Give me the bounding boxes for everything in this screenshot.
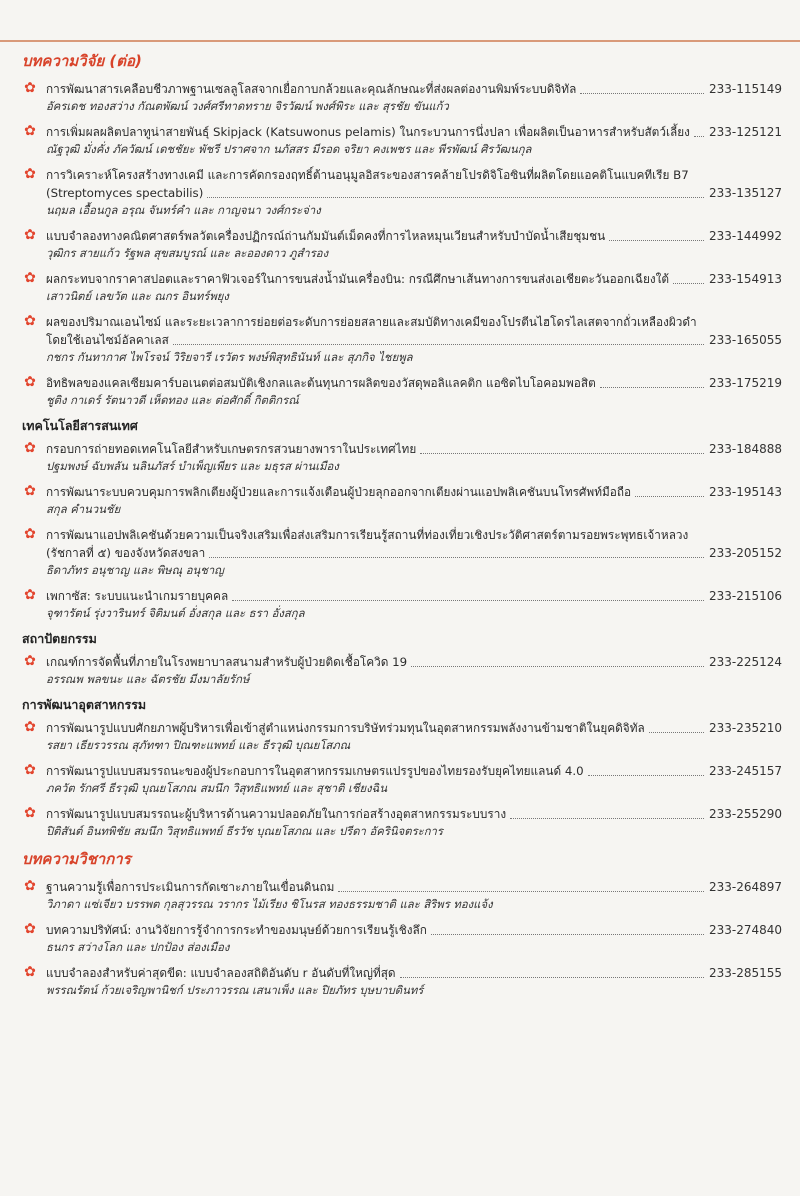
entry-title-line [46,544,782,562]
flower-bullet-icon: ✿ [24,483,36,499]
toc-entry[interactable] [22,526,782,579]
toc-entry[interactable] [22,374,782,409]
article-number: 233-144992 [708,229,782,243]
entry-authors: ธนกร สว่างโลก และ ปกป้อง ส่องเมือง [46,941,230,954]
entry-title-line [46,762,782,780]
dot-leader [209,557,704,558]
entry-title-text: การพัฒนาสารเคลือบชีวภาพฐานเซลลูโลสจากเยื่อกาบกล้วยและคุณลักษณะที่ส่งผลต่องานพิมพ์ระบบดิจิทัล [46,82,577,96]
toc-entry[interactable] [22,440,782,475]
article-number: 233-274840 [708,923,782,937]
flower-bullet-icon: ✿ [24,526,36,542]
toc-entry[interactable] [22,921,782,956]
dot-leader [600,387,704,388]
entry-title-line [46,964,782,982]
entry-authors: ธิดาภัทร อนุชาญ และ พิษณุ อนุชาญ [46,564,224,577]
entry-title-line [46,227,782,245]
entry-authors: เสาวนิตย์ เลขวัต และ ณกร อินทร์พยุง [46,290,229,303]
entry-title-text: การพัฒนารูปแบบศักยภาพผู้บริหารเพื่อเข้าสู่ตำแหน่งกรรมการบริษัทร่วมทุนในอุตสาหกรรมพลังงานข้ามชาติในยุคดิจิทัล [46,721,645,735]
top-divider [0,40,800,42]
toc-entry[interactable] [22,123,782,158]
entry-title-line [46,166,782,184]
entry-title-line [46,123,782,141]
dot-leader [420,453,704,454]
entry-title-line [46,587,782,605]
entry-title-text: (รัชกาลที่ ๕) ของจังหวัดสงขลา [46,546,206,560]
entry-title-text: โดยใช้เอนไซม์อัลคาเลส [46,333,169,347]
entry-authors: ภควัต รักศรี ธีรวุฒิ บุณยโสภณ สมนึก วิสุทธิแพทย์ และ สุชาติ เชียงฉิน [46,782,388,795]
section-heading: เทคโนโลยีสารสนเทศ [22,418,138,433]
entry-title-text: การเพิ่มผลผลิตปลาทูน่าสายพันธุ์ Skipjack (Katsuwonus pelamis) ในกระบวนการนึ่งปลา เพื่อผลิตเป็นอาหารสำหรับสัตว์เลี้ยง [46,125,690,139]
article-number: 233-184888 [708,442,782,456]
flower-bullet-icon: ✿ [24,80,36,96]
entry-title-line [46,270,782,288]
flower-bullet-icon: ✿ [24,123,36,139]
toc-entry[interactable] [22,653,782,688]
entry-title-line [46,374,782,392]
entry-authors: ชูติง กาเดร์ รัตนาวดี เห็ดทอง และ ต่อศักดิ์ กิตติกรณ์ [46,394,299,407]
entry-title-text: กรอบการถ่ายทอดเทคโนโลยีสำหรับเกษตรกรสวนยางพาราในประเทศไทย [46,442,417,456]
section-heading: สถาปัตยกรรม [22,631,97,646]
dot-leader [510,818,704,819]
dot-leader [400,977,704,978]
dot-leader [431,934,704,935]
article-number: 233-165055 [708,333,782,347]
table-of-contents [22,50,782,1007]
toc-entry[interactable] [22,964,782,999]
toc-entry[interactable] [22,719,782,754]
entry-title-text: แบบจำลองสำหรับค่าสุดขีด: แบบจำลองสถิติอันดับ r อันดับที่ใหญ่ที่สุด [46,966,396,980]
dot-leader [207,197,704,198]
entry-title-text: การพัฒนาแอปพลิเคชันด้วยความเป็นจริงเสริมเพื่อส่งเสริมการเรียนรู้สถานที่ท่องเที่ยวเชิงประวัติศาสตร์ตามรอยพระพุทธเจ้าหลวง [46,528,689,542]
flower-bullet-icon: ✿ [24,313,36,329]
flower-bullet-icon: ✿ [24,805,36,821]
entry-authors: วุฒิกร สายแก้ว รัฐพล สุขสมบูรณ์ และ ละอองดาว ภูสำรอง [46,247,329,260]
entry-title-line [46,483,782,501]
entry-authors: อัครเดช ทองสว่าง กัณตพัฒน์ วงศ์ศรีทาดทราย จิรวัฒน์ พงศ์พิระ และ สุรชัย ขันแก้ว [46,100,449,113]
toc-entry[interactable] [22,483,782,518]
flower-bullet-icon: ✿ [24,440,36,456]
entry-authors: วิภาดา แซ่เจียว บรรพต กุลสุวรรณ วรากร ไม้เรียง ชิโนรส ทองธรรมชาติ และ สิริพร ทองแจ้ง [46,898,493,911]
flower-bullet-icon: ✿ [24,653,36,669]
article-number: 233-175219 [708,376,782,390]
entry-title-text: ผลกระทบจากราคาสปอตและราคาฟิวเจอร์ในการขนส่งน้ำมันเครื่องบิน: กรณีศึกษาเส้นทางการขนส่งเอเชียตะวันออกเฉียงใต้ [46,272,670,286]
toc-entry[interactable] [22,227,782,262]
flower-bullet-icon: ✿ [24,227,36,243]
flower-bullet-icon: ✿ [24,270,36,286]
entry-authors: กชกร กันทากาศ ไพโรจน์ วิริยจารี เรวัตร พงษ์พิสุทธินันท์ และ สุภกิจ ไชยพูล [46,351,413,364]
toc-entry[interactable] [22,587,782,622]
article-number: 233-245157 [708,764,782,778]
entry-authors: ปฐมพงษ์ ฉับพลัน นลินภัสร์ บำเพ็ญเพียร และ มธุรส ผ่านเมือง [46,460,339,473]
flower-bullet-icon: ✿ [24,964,36,980]
article-number: 233-154913 [708,272,782,286]
flower-bullet-icon: ✿ [24,921,36,937]
entry-title-line [46,331,782,349]
toc-entry[interactable] [22,878,782,913]
entry-authors: จุฑารัตน์ รุ่งวารินทร์ จิติมนต์ อั่งสกุล และ ธรา อั่งสกุล [46,607,305,620]
article-number: 233-225124 [708,655,782,669]
entry-authors: สกุล คำนวนชัย [46,503,121,516]
entry-title-line [46,719,782,737]
entry-title-text: การพัฒนาระบบควบคุมการพลิกเตียงผู้ป่วยและการแจ้งเตือนผู้ป่วยลุกออกจากเตียงผ่านแอปพลิเคชันบนโทรศัพท์มือถือ [46,485,632,499]
entry-authors: ณัฐวุฒิ มั่งคั่ง ภัควัฒน์ เดชชัยะ พัชรี ปราศจาก นภัสสร มีรอด จริยา คงเพชร และ พีรพัฒน์ ศิรวัฒนกุล [46,143,532,156]
dot-leader [411,666,704,667]
entry-title-line [46,921,782,939]
entry-title-text: การพัฒนารูปแบบสมรรถนะของผู้ประกอบการในอุตสาหกรรมเกษตรแปรรูปของไทยรองรับยุคไทยแลนด์ 4.0 [46,764,584,778]
entry-title-line [46,526,782,544]
article-number: 233-235210 [708,721,782,735]
entry-title-line [46,184,782,202]
entry-title-line [46,878,782,896]
entry-title-text: เกณฑ์การจัดพื้นที่ภายในโรงพยาบาลสนามสำหรับผู้ป่วยติดเชื้อโควิด 19 [46,655,408,669]
article-number: 233-135127 [708,186,782,200]
dot-leader [580,93,704,94]
flower-bullet-icon: ✿ [24,719,36,735]
article-number: 233-215106 [708,589,782,603]
toc-entry[interactable] [22,166,782,219]
entry-title-line [46,440,782,458]
article-number: 233-195143 [708,485,782,499]
toc-entry[interactable] [22,762,782,797]
entry-title-text: (Streptomyces spectabilis) [46,186,204,200]
dot-leader [635,496,704,497]
toc-entry[interactable] [22,313,782,366]
article-number: 233-285155 [708,966,782,980]
dot-leader [649,732,704,733]
toc-entry[interactable] [22,270,782,305]
entry-title-line [46,805,782,823]
article-number: 233-125121 [708,125,782,139]
flower-bullet-icon: ✿ [24,878,36,894]
entry-title-text: การพัฒนารูปแบบสมรรถนะผู้บริหารด้านความปลอดภัยในการก่อสร้างอุตสาหกรรมระบบราง [46,807,507,821]
flower-bullet-icon: ✿ [24,374,36,390]
entry-authors: นฤมล เอื้อนกูล อรุณ จันทร์คำ และ กาญจนา วงศ์กระจ่าง [46,204,321,217]
flower-bullet-icon: ✿ [24,166,36,182]
entry-title-text: ผลของปริมาณเอนไซม์ และระยะเวลาการย่อยต่อระดับการย่อยสลายและสมบัติทางเคมีของโปรตีนไฮโดรไลเสตจากถั่วเหลืองผิวดำ [46,315,697,329]
article-number: 233-205152 [708,546,782,560]
entry-authors: รสยา เธียรวรรณ สุภัทฑา ปิณฑะแพทย์ และ ธีรวุฒิ บุณยโสภณ [46,739,351,752]
article-number: 233-264897 [708,880,782,894]
article-number: 233-255290 [708,807,782,821]
dot-leader [588,775,704,776]
dot-leader [173,344,704,345]
entry-authors: อรรณพ พลขนะ และ ฉัตรชัย มีงมาลัยรักษ์ [46,673,250,686]
entry-title-line [46,653,782,671]
flower-bullet-icon: ✿ [24,587,36,603]
entry-authors: ปิติสันต์ อินทพิชัย สมนึก วิสุทธิแพทย์ ธีรวัช บุณยโสภณ และ ปรีดา อัครินิจตระการ [46,825,443,838]
entry-title-text: เพกาซัส: ระบบแนะนำเกมรายบุคคล [46,589,229,603]
entry-authors: พรรณรัตน์ ก้วยเจริญพานิชก์ ประภาวรรณ เสนาเพ็ง และ ปิยภัทร บุษบาบดินทร์ [46,984,424,997]
entry-title-line [46,313,782,331]
entry-title-text: อิทธิพลของแคลเซียมคาร์บอเนตต่อสมบัติเชิงกลและต้นทุนการผลิตของวัสดุพอลิแลคติก แอซิดไบโอคอมพอสิต [46,376,596,390]
entry-title-text: แบบจำลองทางคณิตศาสตร์พลวัตเครื่องปฏิกรณ์ถ่านกัมมันต์เม็ดคงที่การไหลหมุนเวียนสำหรับบำบัดน้ำเสียชุมชน [46,229,606,243]
dot-leader [338,891,704,892]
dot-leader [694,136,704,137]
dot-leader [609,240,704,241]
section-heading: บทความวิชาการ [22,850,131,868]
entry-title-text: การวิเคราะห์โครงสร้างทางเคมี และการคัดกรองฤทธิ์ต้านอนุมูลอิสระของสารคล้ายโปรดิจิโอซินที่ผลิตโดยแอคติโนแบคทีเรีย B7 [46,168,689,182]
article-number: 233-115149 [708,82,782,96]
toc-entry[interactable] [22,80,782,115]
flower-bullet-icon: ✿ [24,762,36,778]
dot-leader [673,283,704,284]
toc-entry[interactable] [22,805,782,840]
entry-title-line [46,80,782,98]
dot-leader [232,600,704,601]
entry-title-text: ฐานความรู้เพื่อการประเมินการกัดเซาะภายในเขื่อนดินถม [46,880,335,894]
section-heading: การพัฒนาอุตสาหกรรม [22,697,147,712]
section-heading: บทความวิจัย (ต่อ) [22,52,142,70]
entry-title-text: บทความปริทัศน์: งานวิจัยการรู้จำการกระทำของมนุษย์ด้วยการเรียนรู้เชิงลึก [46,923,427,937]
